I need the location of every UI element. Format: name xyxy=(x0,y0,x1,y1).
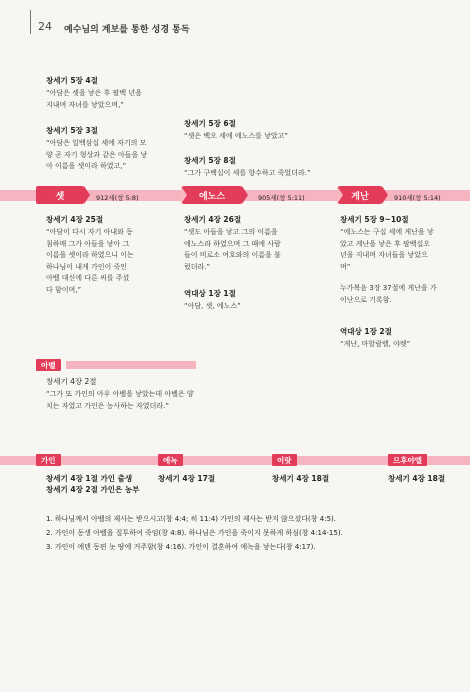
verse-line: “게난, 마할랄렐, 야렛” xyxy=(340,340,411,348)
generation-enosh xyxy=(182,186,242,204)
verse-ref: 창세기 4장 25절 xyxy=(46,215,104,224)
verse-text xyxy=(46,138,147,173)
verse-line: 이름을 셋이라 하였으니 이는 xyxy=(46,251,134,259)
generation-seth xyxy=(36,186,84,204)
verse-text xyxy=(184,301,241,313)
verse-text xyxy=(340,227,434,273)
verse-line: 렀더라.” xyxy=(184,262,211,271)
verse-ref: 창세기 5장 8절 xyxy=(184,156,236,165)
verse-ref: 창세기 4장 2절 가인은 농부 xyxy=(46,485,140,494)
lifespan: 905세(창 5:11) xyxy=(258,194,305,202)
verse-ref: 창세기 4장 18절 xyxy=(272,474,330,483)
generation-name: 셋 xyxy=(55,191,65,202)
header-divider xyxy=(30,10,31,34)
verse-line: 며” xyxy=(340,262,351,271)
footnote-text xyxy=(340,283,437,306)
verse-line: “그가 구백십이 세를 향수하고 죽었더라.” xyxy=(184,169,311,177)
verse-ref: 창세기 4장 17절 xyxy=(158,474,216,483)
verse-line: 지내며 자녀를 낳았으며,” xyxy=(46,100,124,109)
verse-line: 다 함이며,” xyxy=(46,285,82,294)
verse-line: “아담은 셋을 낳은 후 팔백 년을 xyxy=(46,89,142,97)
chevron-right-icon xyxy=(181,186,187,204)
verse-line: “셋은 백오 세에 에노스를 낳았고” xyxy=(184,132,289,140)
verse-ref: 창세기 4장 26절 xyxy=(184,215,242,224)
verse-line: “아담이 다시 자기 아내와 동 xyxy=(46,228,133,236)
verse-line: 침하매 그가 아들을 낳아 그 xyxy=(46,239,130,248)
verse-ref: 창세기 4장 2절 xyxy=(46,377,97,386)
verse-line: 았고 게난을 낳은 후 팔백십오 xyxy=(340,239,431,248)
verse-ref: 역대상 1장 2절 xyxy=(340,327,392,336)
lifespan: 912세(창 5:8) xyxy=(96,194,139,202)
note-1: 1. 하나님께서 아벨의 제사는 받으시고(창 4:4; 히 11:4) 가인의 제사는 받지 않으셨다(창 4:5). xyxy=(46,515,336,523)
verse-ref: 창세기 4장 1절 가인 출생 xyxy=(46,474,133,483)
chevron-right-icon xyxy=(242,186,248,204)
generation-name: 에노스 xyxy=(198,191,226,202)
generation-kenan xyxy=(338,186,382,204)
verse-text xyxy=(184,131,288,143)
note-3: 3. 가인이 에덴 동편 놋 땅에 거주함(창 4:16). 가인이 결혼하여 에녹을 낳는다(창 4:17). xyxy=(46,543,316,551)
verse-ref: 창세기 5장 3절 xyxy=(46,126,98,135)
verse-text xyxy=(184,227,281,273)
verse-line: 양 곧 자기 형상과 같은 아들을 낳 xyxy=(46,150,148,159)
verse-line: 이난으로 기록함. xyxy=(340,295,392,304)
verse-ref: 역대상 1장 1절 xyxy=(184,289,236,298)
mehujael-label: 므후야엘 xyxy=(388,454,427,466)
verse-text xyxy=(46,227,134,296)
verse-line: 치는 자였고 가인은 농사하는 자였더라.” xyxy=(46,401,169,410)
verse-text xyxy=(46,88,142,111)
generation-name: 게난 xyxy=(351,191,369,202)
verse-ref: 창세기 5장 4절 xyxy=(46,76,98,85)
chevron-right-icon xyxy=(337,186,343,204)
irad-label: 이랏 xyxy=(272,454,297,466)
verse-line: 누가복음 3장 37절에 게난을 가 xyxy=(340,284,437,292)
verse-line: “에노스는 구십 세에 게난을 낳 xyxy=(340,228,434,236)
verse-line: 에노스라 하였으며 그 때에 사람 xyxy=(184,239,281,248)
verse-line: “셋도 아들을 낳고 그의 이름을 xyxy=(184,228,278,236)
chevron-right-icon xyxy=(382,186,388,204)
verse-line: 아벨 대신에 다른 씨를 주셨 xyxy=(46,274,130,282)
verse-line: 들이 비로소 여호와의 이름을 불 xyxy=(184,251,281,259)
verse-line: 하나님이 내게 가인이 죽인 xyxy=(46,262,128,271)
abel-bar xyxy=(66,361,196,369)
enoch-label: 에녹 xyxy=(158,454,183,466)
verse-text xyxy=(184,168,311,180)
chevron-right-icon xyxy=(84,186,90,204)
abel-label: 아벨 xyxy=(36,359,61,371)
cain-label: 가인 xyxy=(36,454,61,466)
verse-line: “그가 또 가인의 아우 아벨을 낳았는데 아벨은 양 xyxy=(46,390,194,398)
verse-line: “아담, 셋, 에노스” xyxy=(184,302,241,310)
verse-text xyxy=(46,389,194,412)
verse-ref: 창세기 5장 6절 xyxy=(184,119,236,128)
verse-ref: 창세기 5장 9~10절 xyxy=(340,215,409,224)
verse-line: 년을 지내며 자녀들을 낳았으 xyxy=(340,251,428,259)
verse-ref: 창세기 4장 18절 xyxy=(388,474,446,483)
lifespan: 910세(창 5:14) xyxy=(394,194,441,202)
page-title: 예수님의 계보를 통한 성경 통독 xyxy=(64,25,190,35)
verse-text xyxy=(340,339,410,351)
page-number: 24 xyxy=(38,20,52,33)
verse-line: 아 이름을 셋이라 하였고,” xyxy=(46,162,127,170)
verse-line: “아담은 일백삼십 세에 자기의 모 xyxy=(46,139,147,147)
note-2: 2. 가인이 동생 아벨을 질투하여 죽임(창 4:8). 하나님은 가인을 죽이지 못하게 하심(창 4:14-15). xyxy=(46,529,343,537)
